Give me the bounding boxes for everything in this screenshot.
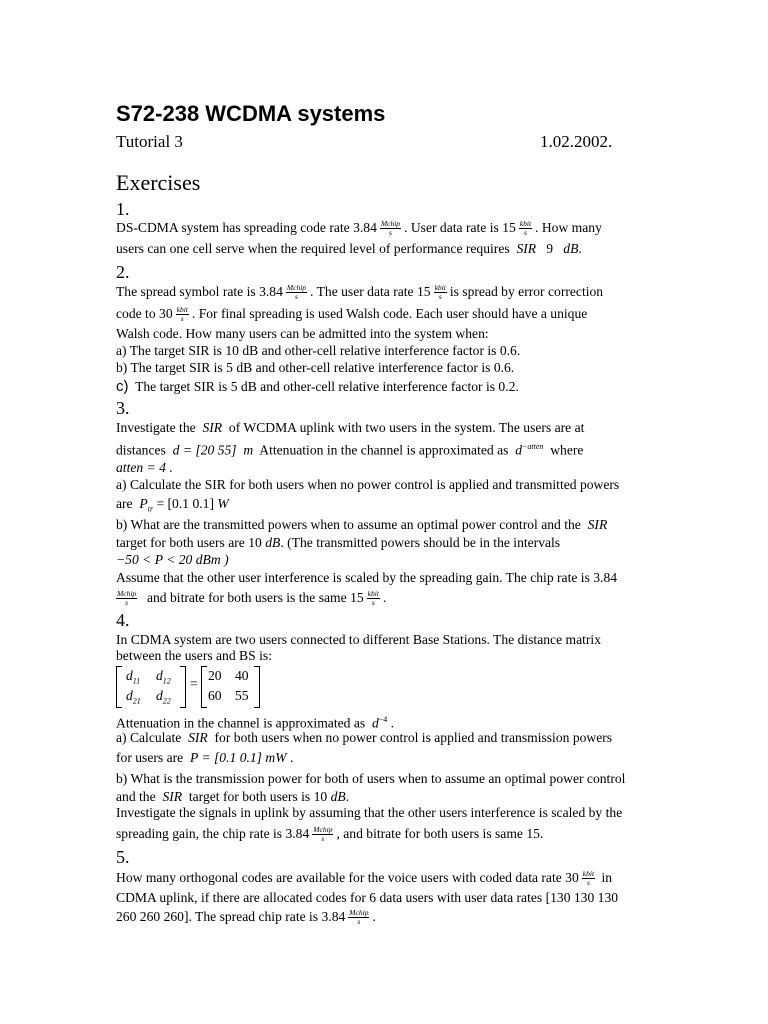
value-bracket-right [254,666,260,708]
exercise-4-line-chiprate: spreading gain, the chip rate is 3.84 $\frac{\text{Mchip}}{s}$ , and bitrate for both users is same 15. [116,825,544,844]
exercise-2-line-3: Walsh code. How many users can be admitted into the system when: [116,326,489,341]
unit-fraction: $\frac{\text{kbit}}{s}$ [367,589,379,608]
unit-fraction: $\frac{\text{Mchip}}{s}$ [380,219,401,238]
exercise-4-item-b: b) What is the transmission power for both of users when to assume an optimal power control [116,771,626,786]
matrix-value-11: 20 [208,668,222,683]
exercise-3-item-a: a) Calculate the SIR for both users when no power control is applied and transmitted powers [116,477,620,492]
exercise-2-number: 2. [116,262,130,282]
exercise-3-item-b-line-2: target for both users are 10 dB. (The transmitted powers should be in the intervals [116,535,561,550]
exercise-3-line-2: distances d = [20 55] m Attenuation in the channel is approximated as $d^{-atten}$ where [116,442,584,458]
value-bracket-left [201,666,207,708]
exercise-5-line-1: How many orthogonal codes are available for the voice users with coded data rate 30 $\frac{\text{kbit}}{s}$ in [116,869,613,888]
exercise-3-line-bitrate: $\frac{\text{Mchip}}{s}$ and bitrate for both users is the same 15 $\frac{\text{kbit}}{s}$ . [117,589,387,608]
exercise-3-number: 3. [116,398,130,418]
exercise-4-line-1: In CDMA system are two users connected to different Base Stations. The distance matrix [116,632,601,647]
section-heading: Exercises [116,170,201,195]
exercise-3-item-b-line-3: −50 < P < 20 dBm ) [116,552,229,567]
tutorial-label: Tutorial 3 [116,132,183,151]
unit-fraction: $\frac{\text{kbit}}{s}$ [582,869,595,888]
matrix-cell-d11: $d_{11}$ [126,668,141,686]
exercise-1-line-2: users can one cell serve when the required level of performance requires SIR 9 dB. [116,241,582,256]
matrix-value-22: 55 [235,688,249,703]
matrix-cell-d12: $d_{12}$ [156,668,171,686]
matrix-cell-d22: $d_{22}$ [156,688,171,706]
exercise-5-line-3: 260 260 260]. The spread chip rate is 3.84 $\frac{\text{Mchip}}{s}$ . [116,908,376,927]
matrix-value-21: 60 [208,688,222,703]
matrix-bracket-left [116,666,122,708]
unit-fraction: $\frac{\text{Mchip}}{s}$ [286,283,307,302]
exercise-5-line-2: CDMA uplink, if there are allocated codes for 6 data users with user data rates [130 130 130 [116,890,619,905]
exercise-2-item-c: c) The target SIR is 5 dB and other-cell relative interference factor is 0.2. [116,378,519,395]
unit-fraction: $\frac{\text{kbit}}{s}$ [434,283,446,302]
exercise-3-line-assume: Assume that the other user interference is scaled by the spreading gain. The chip rate is 3.84 [116,570,618,585]
matrix-equals: = [190,676,198,691]
exercise-5-number: 5. [116,847,130,867]
document-title: S72-238 WCDMA systems [116,101,386,126]
exercise-4-attenuation: Attenuation in the channel is approximated as $d^{-4}$ . [116,715,395,731]
exercise-3-line-3: atten = 4 . [116,460,173,475]
exercise-1-line-1: DS-CDMA system has spreading code rate 3.84 $\frac{\text{Mchip}}{s}$ . User data rate is 15 $\frac{\text{kbit}}{s}$ . How many [116,219,602,238]
unit-fraction: $\frac{\text{kbit}}{s}$ [519,219,532,238]
exercise-2-item-a: a) The target SIR is 10 dB and other-cell relative interference factor is 0.6. [116,343,521,358]
exercise-3-line-1: Investigate the SIR of WCDMA uplink with two users in the system. The users are at [116,420,585,435]
exercise-1-number: 1. [116,199,130,219]
unit-fraction: $\frac{\text{Mchip}}{s}$ [349,908,369,927]
unit-fraction: $\frac{\text{kbit}}{s}$ [176,305,188,324]
matrix-value-12: 40 [235,668,249,683]
exercise-4-number: 4. [116,610,130,630]
exercise-4-item-a: a) Calculate SIR for both users when no power control is applied and transmission powers [116,730,613,745]
matrix-cell-d21: $d_{21}$ [126,688,141,706]
matrix-bracket-right [180,666,186,708]
exercise-2-line-2: code to 30 $\frac{\text{kbit}}{s}$ . For final spreading is used Walsh code. Each user should have a unique [116,305,588,324]
exercise-4-item-a-line-2: for users are P = [0.1 0.1] mW . [116,750,294,765]
exercise-3-item-b: b) What are the transmitted powers when to assume an optimal power control and the SIR [116,517,608,532]
exercise-4-item-b-line-2: and the SIR target for both users is 10 dB. [116,789,350,804]
unit-fraction: $\frac{\text{Mchip}}{s}$ [313,825,333,844]
exercise-2-line-1: The spread symbol rate is 3.84 $\frac{\text{Mchip}}{s}$ . The user data rate 15 $\frac{\text{kbit}}{s}$ is spread by error correction [116,283,604,302]
exercise-3-item-a-line-2: are $P_{tr} = [0.1$ 0.1] W [116,496,229,514]
document-date: 1.02.2002. [540,132,613,151]
exercise-4-line-investigate: Investigate the signals in uplink by assuming that the other users interference is scaled by the [116,805,623,820]
exercise-4-line-2: between the users and BS is: [116,648,272,663]
unit-fraction: $\frac{\text{Mchip}}{s}$ [117,589,137,608]
exercise-2-item-b: b) The target SIR is 5 dB and other-cell relative interference factor is 0.6. [116,360,515,375]
distance-matrix [116,666,266,708]
